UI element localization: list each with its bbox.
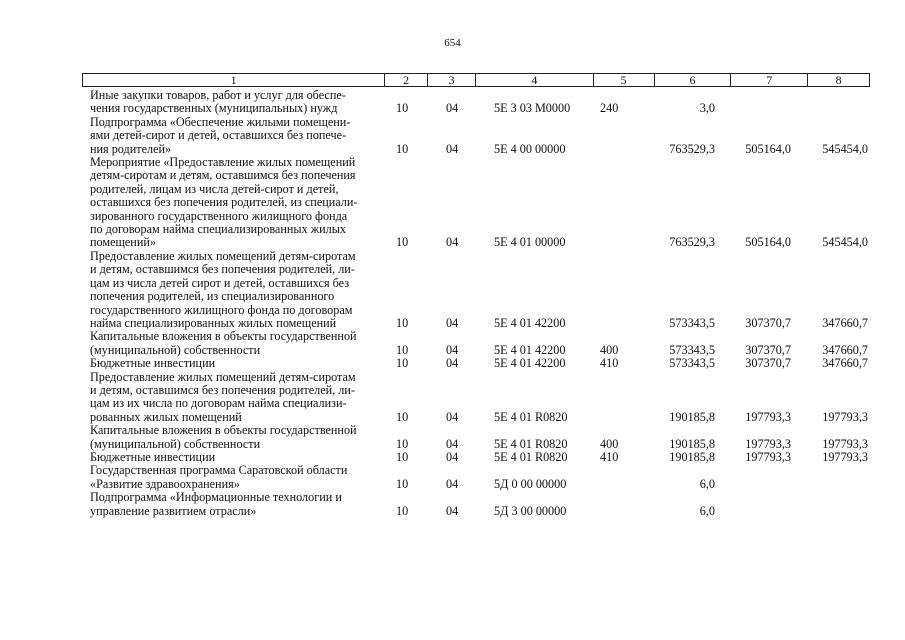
row-description: Иные закупки товаров, работ и услуг для обеспе- чения государственных (муниципальных) нужд [90, 88, 346, 116]
row-description: Подпрограмма «Информационные технологии и управление развитием отрасли» [90, 490, 342, 518]
section-code: 10 [396, 342, 409, 357]
amount-year-1: 6,0 [699, 476, 715, 491]
amount-year-1: 6,0 [699, 503, 715, 518]
amount-year-1: 190185,8 [669, 409, 715, 424]
amount-year-2: 197793,3 [745, 409, 791, 424]
subsection-code: 04 [446, 141, 459, 156]
section-code: 10 [396, 141, 409, 156]
target-article-code: 5Е 4 01 00000 [494, 235, 566, 250]
expense-type-code: 410 [600, 356, 619, 371]
section-code: 10 [396, 235, 409, 250]
subsection-code: 04 [446, 449, 459, 464]
section-code: 10 [396, 101, 409, 116]
amount-year-2: 505164,0 [745, 141, 791, 156]
table-row [90, 156, 880, 250]
target-article-code: 5Е 4 01 R0820 [494, 449, 568, 464]
table-row [90, 491, 880, 518]
amount-year-1: 573343,5 [669, 356, 715, 371]
expense-type-code: 400 [600, 342, 619, 357]
subsection-code: 04 [446, 356, 459, 371]
row-description: Предоставление жилых помещений детям-сиротам и детям, оставшимся без попечения родителей, ли- цам из числа детей сирот и детей, оставшихся без попечения родителей, из специализированного государственного жилищного фонда по договорам найма специализированных жилых помещений [90, 248, 356, 330]
expense-type-code: 410 [600, 449, 619, 464]
expense-type-code: 240 [600, 101, 619, 116]
amount-year-1: 190185,8 [669, 436, 715, 451]
section-code: 10 [396, 436, 409, 451]
subsection-code: 04 [446, 503, 459, 518]
target-article-code: 5Е 4 00 00000 [494, 141, 566, 156]
amount-year-1: 3,0 [699, 101, 715, 116]
row-description: Бюджетные инвестиции [90, 356, 216, 371]
amount-year-1: 573343,5 [669, 342, 715, 357]
row-description: Подпрограмма «Обеспечение жилыми помещени- ями детей-сирот и детей, оставшихся без попече- ния родителей» [90, 114, 351, 156]
amount-year-1: 763529,3 [669, 235, 715, 250]
amount-year-3: 197793,3 [822, 409, 868, 424]
section-code: 10 [396, 503, 409, 518]
target-article-code: 5Д 3 00 00000 [494, 503, 567, 518]
table-row [90, 371, 880, 425]
table-body [90, 89, 880, 518]
amount-year-2: 307370,7 [745, 315, 791, 330]
amount-year-1: 573343,5 [669, 315, 715, 330]
target-article-code: 5Е 3 03 М0000 [494, 101, 571, 116]
target-article-code: 5Е 4 01 42200 [494, 356, 566, 371]
expense-type-code: 400 [600, 436, 619, 451]
page-number: 654 [444, 37, 461, 49]
subsection-code: 04 [446, 476, 459, 491]
table-row [90, 464, 880, 491]
table-row [90, 451, 880, 464]
amount-year-3: 197793,3 [822, 436, 868, 451]
header-col-1: 1 [83, 74, 385, 86]
row-description: Государственная программа Саратовской области «Развитие здравоохранения» [90, 463, 348, 491]
subsection-code: 04 [446, 315, 459, 330]
header-col-5: 5 [594, 74, 655, 86]
target-article-code: 5Д 0 00 00000 [494, 476, 567, 491]
header-col-4: 4 [476, 74, 594, 86]
table-row [90, 357, 880, 370]
amount-year-2: 307370,7 [745, 356, 791, 371]
header-col-7: 7 [731, 74, 808, 86]
amount-year-2: 197793,3 [745, 449, 791, 464]
amount-year-2: 307370,7 [745, 342, 791, 357]
row-description: Бюджетные инвестиции [90, 449, 216, 464]
table-row [90, 424, 880, 451]
amount-year-1: 190185,8 [669, 449, 715, 464]
header-col-8: 8 [835, 73, 842, 87]
amount-year-3: 545454,0 [822, 235, 868, 250]
amount-year-2: 505164,0 [745, 235, 791, 250]
target-article-code: 5Е 4 01 42200 [494, 315, 566, 330]
subsection-code: 04 [446, 342, 459, 357]
amount-year-3: 347660,7 [822, 315, 868, 330]
subsection-code: 04 [446, 409, 459, 424]
header-col-6: 6 [655, 74, 732, 86]
row-description: Мероприятие «Предоставление жилых помещений детям-сиротам и детям, оставшимся без попечения родителей, лицам из числа детей-сирот и детей, оставшихся без попечения родителей, из специали- зированного государственного жилищного фонда по договорам найма специализированных жилых помещений» [90, 155, 358, 250]
section-code: 10 [396, 409, 409, 424]
table-row [90, 116, 880, 156]
target-article-code: 5Е 4 01 42200 [494, 342, 566, 357]
table-row [90, 330, 880, 357]
row-description: Капитальные вложения в объекты государственной (муниципальной) собственности [90, 423, 357, 451]
target-article-code: 5Е 4 01 R0820 [494, 409, 568, 424]
amount-year-3: 197793,3 [822, 449, 868, 464]
section-code: 10 [396, 449, 409, 464]
section-code: 10 [396, 476, 409, 491]
table-row [90, 250, 880, 330]
table-row [90, 89, 880, 116]
amount-year-3: 347660,7 [822, 342, 868, 357]
amount-year-3: 347660,7 [822, 356, 868, 371]
header-col-2: 2 [385, 74, 428, 86]
table-header [82, 73, 870, 87]
header-col-3: 3 [428, 74, 476, 86]
amount-year-1: 763529,3 [669, 141, 715, 156]
subsection-code: 04 [446, 436, 459, 451]
subsection-code: 04 [446, 235, 459, 250]
target-article-code: 5Е 4 01 R0820 [494, 436, 568, 451]
section-code: 10 [396, 356, 409, 371]
section-code: 10 [396, 315, 409, 330]
row-description: Капитальные вложения в объекты государственной (муниципальной) собственности [90, 329, 357, 357]
row-description: Предоставление жилых помещений детям-сиротам и детям, оставшимся без попечения родителей, ли- цам из их числа по договорам найма специализи- рованных жилых помещений [90, 369, 356, 424]
amount-year-3: 545454,0 [822, 141, 868, 156]
subsection-code: 04 [446, 101, 459, 116]
amount-year-2: 197793,3 [745, 436, 791, 451]
